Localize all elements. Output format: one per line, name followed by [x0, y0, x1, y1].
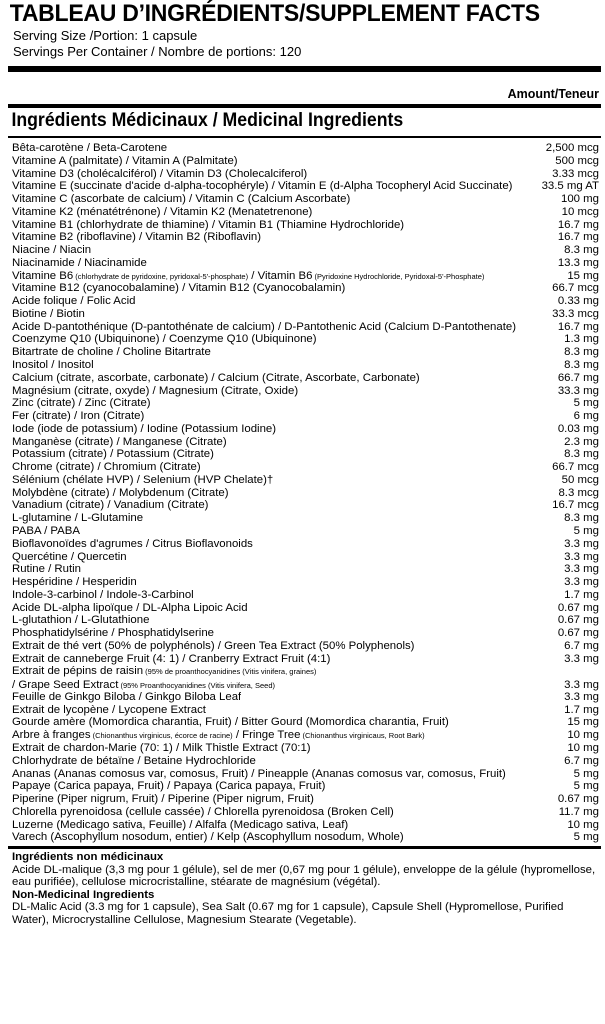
ingredient-name: Vitamine B1 (chlorhydrate de thiamine) / Vitamin B1 (Thiamine Hydrochloride)	[12, 218, 405, 231]
ingredient-row	[12, 793, 601, 806]
ingredient-row	[12, 602, 601, 615]
ingredient-name-group	[12, 576, 137, 589]
divider-thin	[8, 136, 601, 138]
ingredient-amount: 6 mg	[573, 410, 599, 423]
ingredient-name: Rutine / Rutin	[12, 563, 82, 576]
ingredient-name: Indole-3-carbinol / Indole-3-Carbinol	[12, 588, 194, 601]
ingredient-amount: 33.5 mg AT	[541, 180, 599, 193]
ingredient-amount: 5 mg	[573, 524, 599, 537]
ingredient-name: Zinc (citrate) / Zinc (Citrate)	[12, 397, 151, 410]
ingredient-name-group	[12, 436, 227, 449]
ingredient-name-group	[12, 640, 414, 653]
ingredient-amount: 0.67 mg	[557, 627, 599, 640]
ingredient-row	[12, 819, 601, 832]
ingredient-name: Vitamine D3 (cholécalciférol) / Vitamin D3 (Cholecalciferol)	[12, 167, 308, 180]
ingredient-amount: 8.3 mg	[564, 359, 599, 372]
ingredient-name: Acide DL-alpha lipoïque / DL-Alpha Lipoic Acid	[12, 601, 248, 614]
ingredient-row	[12, 716, 601, 729]
ingredient-name-group	[12, 397, 151, 410]
ingredient-amount: 8.3 mg	[564, 346, 599, 359]
ingredient-name: Chlorella pyrenoidosa (cellule cassée) / Chlorella pyrenoidosa (Broken Cell)	[12, 805, 394, 818]
ingredient-name: Acide folique / Folic Acid	[12, 295, 136, 308]
ingredient-amount: 3.3 mg	[564, 679, 599, 692]
ingredient-name-group	[12, 346, 211, 359]
ingredient-name: L-glutathion / L-Glutathione	[12, 614, 150, 627]
ingredient-name-group	[12, 231, 261, 244]
ingredient-name: Chlorhydrate de bétaïne / Betaine Hydrochloride	[12, 754, 256, 767]
ingredient-row	[12, 487, 601, 500]
ingredient-row	[12, 231, 601, 244]
non-medicinal-fr	[4, 851, 601, 889]
ingredient-row	[12, 831, 601, 844]
ingredient-name: Feuille de Ginkgo Biloba / Ginkgo Biloba Leaf	[12, 690, 242, 703]
ingredient-amount: 8.3 mg	[564, 244, 599, 257]
ingredient-name: Extrait de pépins de raisin	[12, 665, 144, 678]
ingredient-amount: 6.7 mg	[564, 639, 599, 652]
ingredient-amount: 0.33 mg	[557, 295, 599, 308]
ingredient-name-detail: (chlorhydrate de pyridoxine, pyridoxal-5'-phosphate)	[73, 271, 249, 281]
ingredient-amount: 66.7 mg	[557, 371, 599, 384]
ingredient-name: Niacinamide / Niacinamide	[12, 256, 147, 269]
ingredient-name: Vanadium (citrate) / Vanadium (Citrate)	[12, 499, 209, 512]
ingredient-name-group	[12, 512, 143, 525]
ingredient-name: Bêta-carotène / Beta-Carotene	[12, 142, 168, 154]
ingredient-name: L-glutamine / L-Glutamine	[12, 512, 144, 525]
ingredient-amount: 0.03 mg	[557, 422, 599, 435]
ingredient-row	[12, 768, 601, 781]
ingredient-name: Vitamine E (succinate d'acide d-alpha-tocophéryle) / Vitamin E (d-Alpha Tocopheryl Acid Succinate)	[12, 180, 513, 193]
ingredient-amount: 3.3 mg	[564, 563, 599, 576]
ingredient-name-group	[12, 385, 298, 398]
ingredient-name: Arbre à franges	[12, 729, 91, 742]
ingredient-row	[12, 780, 601, 793]
ingredient-name-group	[12, 410, 144, 423]
ingredient-name: Luzerne (Medicago sativa, Feuille) / Alfalfa (Medicago sativa, Leaf)	[12, 818, 349, 831]
ingredient-amount: 8.3 mg	[564, 448, 599, 461]
ingredient-name-group	[12, 257, 147, 270]
ingredient-amount: 5 mg	[573, 397, 599, 410]
ingredient-name-group	[12, 793, 314, 806]
ingredient-row	[12, 576, 601, 589]
ingredient-row	[12, 333, 601, 346]
ingredient-name-group	[12, 563, 81, 576]
ingredient-name: Coenzyme Q10 (Ubiquinone) / Coenzyme Q10 (Ubiquinone)	[12, 333, 317, 346]
ingredient-name-detail: (Chionanthus virginicus, écorce de racine)	[90, 731, 233, 741]
non-medicinal-en-heading: Non-Medicinal Ingredients	[12, 888, 155, 901]
ingredient-name: Inositol / Inositol	[12, 359, 94, 372]
ingredient-amount: 1.7 mg	[564, 703, 599, 716]
ingredient-name-group	[12, 819, 348, 832]
ingredient-amount: 13.3 mg	[557, 256, 599, 269]
ingredient-amount: 2,500 mcg	[545, 142, 599, 154]
ingredient-name-group	[12, 538, 253, 551]
ingredient-amount: 66.7 mcg	[552, 282, 599, 295]
ingredient-row	[12, 321, 601, 334]
ingredient-amount: 8.3 mcg	[558, 486, 599, 499]
ingredient-name-group	[12, 589, 194, 602]
ingredient-row	[12, 551, 601, 564]
ingredient-name: Iode (iode de potassium) / Iodine (Potassium Iodine)	[12, 422, 277, 435]
ingredient-name-group	[12, 768, 506, 781]
ingredient-row	[12, 538, 601, 551]
ingredient-name-en: / Fringe Tree	[232, 729, 301, 742]
ingredient-name-group	[12, 295, 135, 308]
ingredient-amount: 10 mg	[567, 818, 599, 831]
ingredient-row	[12, 806, 601, 819]
ingredient-row	[12, 640, 601, 653]
ingredient-name: Sélénium (chélate HVP) / Selenium (HVP Chelate)†	[12, 473, 274, 486]
ingredient-amount: 5 mg	[573, 831, 599, 844]
ingredient-row	[12, 410, 601, 423]
ingredient-name-group	[12, 525, 80, 538]
ingredient-row	[12, 168, 601, 181]
ingredient-name: Manganèse (citrate) / Manganese (Citrate)	[12, 435, 227, 448]
non-medicinal-en-text: DL-Malic Acid (3.3 mg for 1 capsule), Sea Salt (0.67 mg for 1 capsule), Capsule Shell (Hypromellose, Purified Water), Microcrystalline Cellulose, Magnesium Stearate (Vegetable).	[12, 901, 564, 926]
ingredient-amount: 10 mcg	[561, 205, 599, 218]
ingredient-name-group	[12, 168, 307, 181]
ingredient-name: Extrait de canneberge Fruit (4: 1) / Cranberry Extract Fruit (4:1)	[12, 652, 331, 665]
ingredient-amount: 3.33 mcg	[552, 167, 599, 180]
ingredient-name: Extrait de lycopène / Lycopene Extract	[12, 703, 206, 716]
ingredient-row	[12, 704, 601, 717]
ingredient-name: Extrait de chardon-Marie (70: 1) / Milk Thistle Extract (70:1)	[12, 742, 311, 754]
ingredient-row	[12, 729, 601, 742]
ingredient-name: PABA / PABA	[12, 524, 80, 537]
ingredient-name: Molybdène (citrate) / Molybdenum (Citrate)	[12, 486, 229, 499]
ingredient-name-detail-en: (95% Proanthocyanidines (Vitis vinifera, Seed)	[118, 681, 275, 691]
ingredient-name: Vitamine B12 (cyanocobalamine) / Vitamin B12 (Cyanocobalamin)	[12, 282, 346, 295]
ingredient-name-en: / Grape Seed Extract	[12, 679, 119, 692]
ingredient-name: Fer (citrate) / Iron (Citrate)	[12, 410, 145, 423]
ingredient-row	[12, 436, 601, 449]
ingredient-name: Potassium (citrate) / Potassium (Citrate)	[12, 448, 214, 461]
ingredient-name: Niacine / Niacin	[12, 244, 92, 257]
ingredient-amount: 16.7 mg	[557, 320, 599, 333]
ingredient-amount: 10 mg	[567, 742, 599, 754]
ingredient-name-group	[12, 729, 425, 743]
ingredient-name-group	[12, 180, 512, 193]
ingredient-row	[12, 270, 601, 283]
ingredient-row	[12, 589, 601, 602]
ingredient-amount: 5 mg	[573, 780, 599, 793]
ingredient-amount: 16.7 mg	[557, 231, 599, 244]
ingredient-row	[12, 180, 601, 193]
ingredient-name-detail-en: (Chionanthus virginicaus, Root Bark)	[300, 731, 425, 741]
ingredient-row	[12, 257, 601, 270]
divider-mid	[8, 104, 601, 108]
ingredient-name: Bitartrate de choline / Choline Bitartrate	[12, 346, 211, 359]
ingredient-amount: 15 mg	[567, 269, 599, 282]
ingredient-row	[12, 155, 601, 168]
medicinal-ingredients-heading: Ingrédients Médicinaux / Medicinal Ingredients	[11, 110, 404, 131]
servings-per-container: Servings Per Container / Nombre de portions: 120	[13, 44, 302, 59]
ingredient-name-group	[12, 704, 206, 717]
ingredient-amount: 0.67 mg	[557, 601, 599, 614]
ingredient-name-group	[12, 321, 516, 334]
serving-size: Serving Size /Portion: 1 capsule	[13, 28, 198, 43]
ingredient-row	[12, 193, 601, 206]
ingredient-amount: 0.67 mg	[557, 793, 599, 806]
ingredient-list	[4, 142, 601, 844]
ingredient-name-group	[12, 461, 201, 474]
ingredient-amount: 10 mg	[567, 729, 599, 742]
ingredient-name-group	[12, 193, 350, 206]
ingredient-row	[12, 206, 601, 219]
ingredient-row	[12, 525, 601, 538]
ingredient-amount: 3.3 mg	[564, 690, 599, 703]
ingredient-name-group	[12, 780, 325, 793]
ingredient-name: Piperine (Piper nigrum, Fruit) / Piperine (Piper nigrum, Fruit)	[12, 793, 314, 806]
ingredient-name-group	[12, 614, 149, 627]
ingredient-name-group	[12, 359, 94, 372]
ingredient-name-group	[12, 270, 484, 284]
ingredient-name-group	[12, 806, 394, 819]
ingredient-row	[12, 461, 601, 474]
ingredient-name-group	[12, 206, 312, 219]
ingredient-name: Phosphatidylsérine / Phosphatidylserine	[12, 627, 214, 640]
ingredient-amount: 3.3 mg	[564, 537, 599, 550]
ingredient-row	[12, 448, 601, 461]
ingredient-name: Magnésium (citrate, oxyde) / Magnesium (Citrate, Oxide)	[12, 384, 299, 397]
ingredient-name: Chrome (citrate) / Chromium (Citrate)	[12, 461, 201, 474]
ingredient-name-detail: (95% de proanthocyanidines (Vitis vinifera, graines)	[143, 667, 317, 677]
ingredient-name-group	[12, 487, 229, 500]
ingredient-row	[12, 346, 601, 359]
ingredient-row	[12, 295, 601, 308]
ingredient-name: Vitamine C (ascorbate de calcium) / Vitamin C (Calcium Ascorbate)	[12, 193, 351, 206]
ingredient-name-group	[12, 831, 404, 844]
ingredient-name-group	[12, 742, 311, 755]
ingredient-name-group	[12, 602, 248, 615]
ingredient-row	[12, 499, 601, 512]
non-medicinal-en	[4, 889, 601, 927]
amount-header: Amount/Teneur	[507, 87, 599, 101]
ingredient-name-detail-en: (Pyridoxine Hydrochloride, Pyridoxal-5'-Phosphate)	[312, 271, 485, 281]
ingredient-amount: 3.3 mg	[564, 550, 599, 563]
ingredient-amount: 6.7 mg	[564, 754, 599, 767]
ingredient-amount: 2.3 mg	[564, 435, 599, 448]
ingredient-name-group	[12, 755, 256, 768]
ingredient-amount: 16.7 mg	[557, 218, 599, 231]
ingredient-name-group	[12, 653, 330, 666]
ingredient-name-group	[12, 155, 238, 168]
ingredient-name-line	[12, 665, 601, 679]
ingredient-name: Quercétine / Quercetin	[12, 550, 127, 563]
ingredient-amount: 3.3 mg	[564, 576, 599, 589]
ingredient-row	[12, 474, 601, 487]
ingredient-name: Hespéridine / Hesperidin	[12, 576, 137, 589]
ingredient-name: Papaye (Carica papaya, Fruit) / Papaya (Carica papaya, Fruit)	[12, 780, 326, 793]
ingredient-amount: 1.3 mg	[564, 333, 599, 346]
ingredient-row	[12, 397, 601, 410]
panel-title: TABLEAU D’INGRÉDIENTS/SUPPLEMENT FACTS	[9, 0, 540, 27]
ingredient-name-group	[12, 142, 167, 155]
ingredient-name: Varech (Ascophyllum nosodum, entier) / Kelp (Ascophyllum nosodum, Whole)	[12, 831, 404, 844]
ingredient-row	[12, 142, 601, 155]
non-medicinal-fr-heading: Ingrédients non médicinaux	[12, 851, 164, 864]
ingredient-name: Acide D-pantothénique (D-pantothénate de calcium) / D-Pantothenic Acid (Calcium D-Pantothenate)	[12, 320, 516, 333]
ingredient-name-group	[12, 716, 449, 729]
ingredient-amount: 66.7 mcg	[552, 461, 599, 474]
ingredient-amount: 500 mcg	[555, 154, 599, 167]
ingredient-row	[12, 563, 601, 576]
ingredient-row	[12, 755, 601, 768]
ingredient-row	[12, 614, 601, 627]
ingredient-row	[12, 423, 601, 436]
ingredient-name: Bioflavonoïdes d'agrumes / Citrus Bioflavonoids	[12, 537, 253, 550]
ingredient-name: Vitamine B6	[12, 269, 74, 282]
ingredient-name-group	[12, 448, 214, 461]
ingredient-amount: 16.7 mcg	[552, 499, 599, 512]
ingredient-name-group	[12, 372, 420, 385]
ingredient-row	[12, 627, 601, 640]
ingredient-name-en: / Vitamin B6	[248, 269, 313, 282]
ingredient-row	[12, 653, 601, 666]
ingredient-row	[12, 308, 601, 321]
ingredient-name-line	[12, 679, 601, 693]
ingredient-name-group	[12, 244, 91, 257]
ingredient-name: Vitamine B2 (riboflavine) / Vitamin B2 (Riboflavin)	[12, 231, 262, 244]
ingredient-row	[12, 219, 601, 232]
ingredient-amount: 33.3 mcg	[552, 307, 599, 320]
ingredient-amount: 15 mg	[567, 716, 599, 729]
ingredient-name-group	[12, 282, 345, 295]
ingredient-row	[12, 665, 601, 691]
ingredient-name-group	[12, 219, 404, 232]
ingredient-amount: 33.3 mg	[557, 384, 599, 397]
ingredient-row	[12, 244, 601, 257]
ingredient-amount: 0.67 mg	[557, 614, 599, 627]
ingredient-row	[12, 282, 601, 295]
ingredient-amount: 100 mg	[561, 193, 599, 206]
non-medicinal-fr-text: Acide DL-malique (3,3 mg pour 1 gélule), sel de mer (0,67 mg pour 1 gélule), enveloppe de la gélule (hypromellose, eau purifiée), cellulose microcristalline, stéarate de magnésium (végétal).	[12, 863, 596, 889]
ingredient-name-group	[12, 551, 127, 564]
ingredient-amount: 3.3 mg	[564, 652, 599, 665]
ingredient-amount: 8.3 mg	[564, 512, 599, 525]
ingredient-name-group	[12, 308, 85, 321]
ingredient-name: Vitamine K2 (ménatétrénone) / Vitamin K2 (Menatetrenone)	[12, 205, 313, 218]
ingredient-name-group	[12, 499, 208, 512]
ingredient-name: Extrait de thé vert (50% de polyphénols) / Green Tea Extract (50% Polyphenols)	[12, 639, 415, 652]
ingredient-name: Biotine / Biotin	[12, 307, 85, 320]
ingredient-amount: 50 mcg	[561, 473, 599, 486]
ingredient-row	[12, 359, 601, 372]
ingredient-name-group	[12, 423, 276, 436]
ingredient-row	[12, 385, 601, 398]
ingredient-name: Vitamine A (palmitate) / Vitamin A (Palmitate)	[12, 154, 238, 167]
ingredient-name-group	[12, 474, 273, 487]
ingredient-amount: 1.7 mg	[564, 588, 599, 601]
ingredient-name: Calcium (citrate, ascorbate, carbonate) / Calcium (Citrate, Ascorbate, Carbonate)	[12, 371, 420, 384]
divider-bottom	[8, 846, 601, 849]
ingredient-row	[12, 742, 601, 755]
ingredient-amount: 11.7 mg	[558, 805, 599, 818]
ingredient-name: Ananas (Ananas comosus var, comosus, Fruit) / Pineapple (Ananas comosus var, comosus, Fruit)	[12, 767, 506, 780]
ingredient-row	[12, 512, 601, 525]
ingredient-name-group	[12, 627, 214, 640]
ingredient-amount: 5 mg	[573, 767, 599, 780]
ingredient-name-group	[12, 333, 317, 346]
ingredient-name: Gourde amère (Momordica charantia, Fruit) / Bitter Gourd (Momordica charantia, Fruit)	[12, 716, 449, 729]
ingredient-name-group	[12, 679, 275, 693]
ingredient-row	[12, 372, 601, 385]
